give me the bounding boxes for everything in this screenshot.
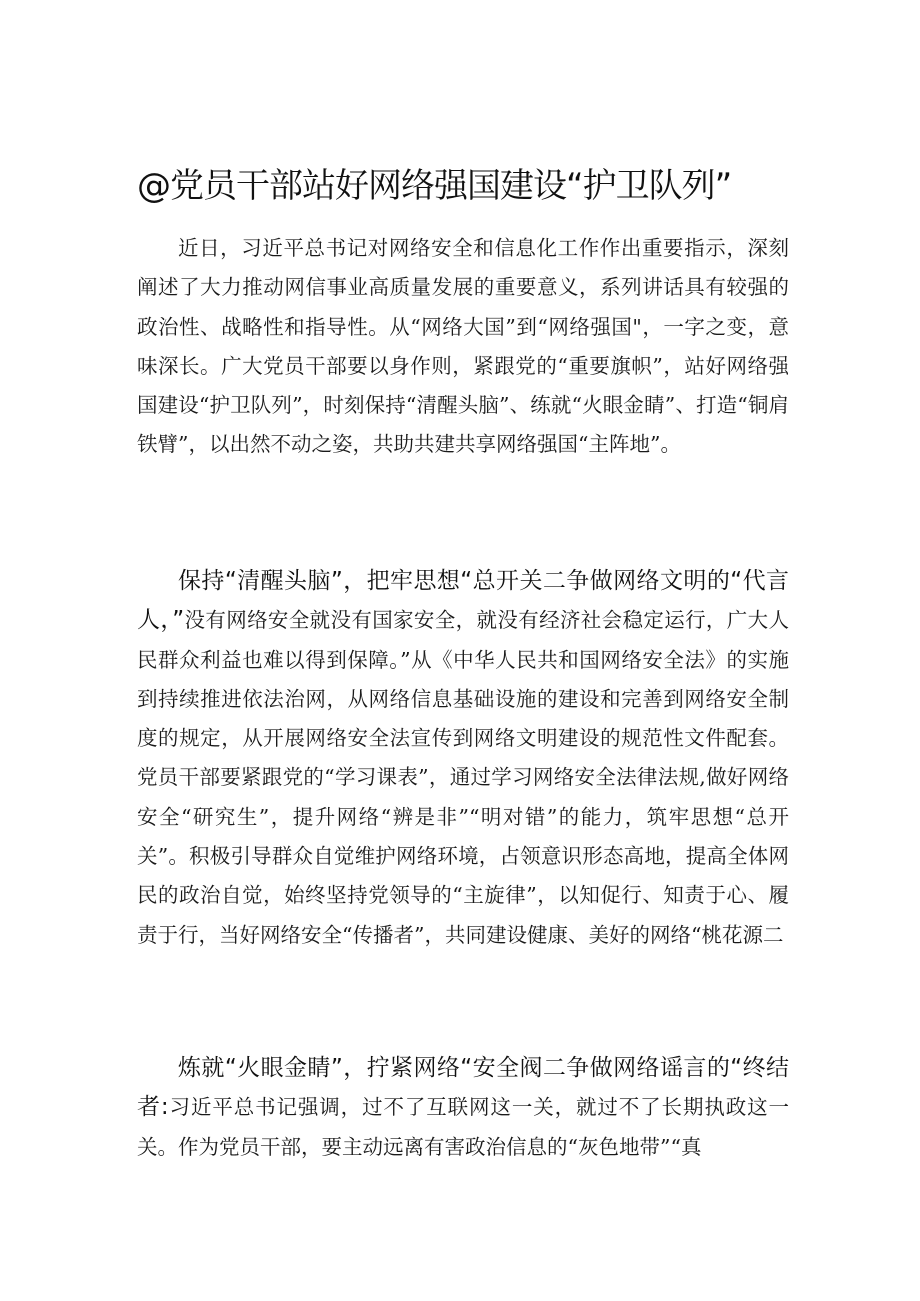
section-1-heading: 保持“清醒头脑”，把牢思想“总开关二争做网络文明的“代言人，” [137,568,789,634]
paragraph-section-1 [137,562,789,955]
section-2-body: 习近平总书记强调，过不了互联网这一关，就过不了长期执政这一关。作为党员干部，要主动远离有害政治信息的“灰色地带”“真 [137,1095,790,1159]
paragraph-section-2 [137,1049,789,1167]
paragraph-intro [137,229,789,465]
section-2-heading: 炼就“火眼金睛”，拧紧网络“安全阀二争做网络谣言的“终结者: [137,1055,789,1121]
paragraph-intro-body: 近日，习近平总书记对网络安全和信息化工作作出重要指示，深刻阐述了大力推动网信事业高质量发展的重要意义，系列讲话具有较强的政治性、战略性和指导性。从“网络大国”到“网络强国"，一字之变，意味深长。广大党员干部要以身作则，紧跟党的“重要旗帜”，站好网络强国建设“护卫队列”，时刻保持“清醒头脑”、练就“火眼金睛”、打造“铜肩铁臂”，以出然不动之姿，共助共建共享网络强国“主阵地”。 [137,236,789,457]
document-title: @党员干部站好网络强国建设“护卫队列” [137,166,732,206]
section-1-body: 没有网络安全就没有国家安全，就没有经济社会稳定运行，广大人民群众利益也难以得到保障。”从《中华人民共和国网络安全法》的实施到持续推进依法治网，从网络信息基础设施的建设和完善到网络安全制度的规定，从开展网络安全法宣传到网络文明建设的规范性文件配套。党员干部要紧跟党的“学习课表”，通过学习网络安全法律法规,做好网络安全“研究生”，提升网络“辨是非”“明对错”的能力，筑牢思想“总开关”。积极引导群众自觉维护网络环境，占领意识形态高地，提高全体网民的政治自觉，始终坚持党领导的“主旋律”，以知促行、知责于心、履责于行，当好网络安全“传播者”，共同建设健康、美好的网络“桃花源二 [137,608,790,947]
